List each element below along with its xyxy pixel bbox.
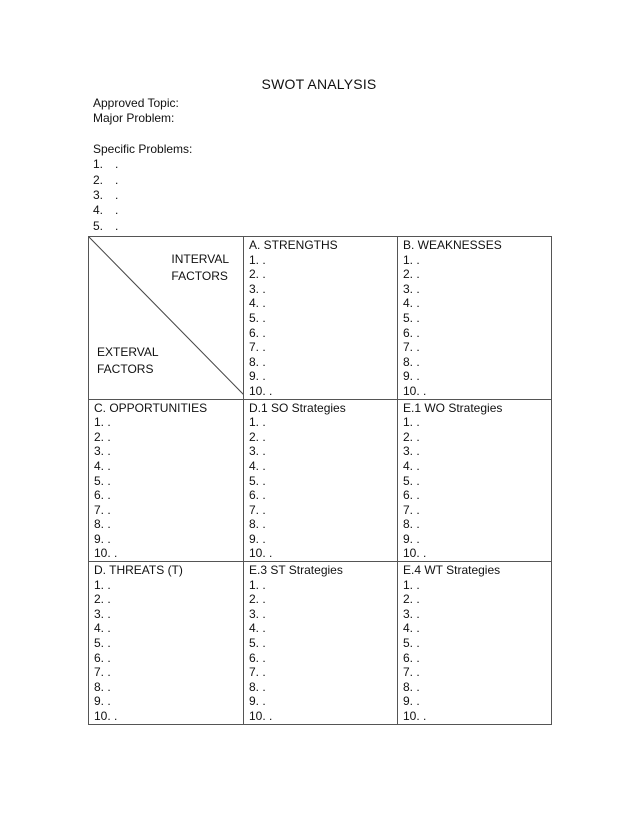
list-item: 7. .: [249, 502, 266, 517]
list-item: 9. .: [403, 369, 420, 384]
list-item: 1. .: [249, 577, 266, 592]
list-item: 9. .: [403, 531, 420, 546]
so-strategies-items: [249, 415, 392, 561]
st-strategies-items: [249, 578, 392, 724]
list-item-number: 1.: [93, 157, 104, 172]
list-item: 5. .: [249, 636, 266, 651]
list-item: 7. .: [94, 665, 111, 680]
list-item: [93, 219, 493, 234]
list-item: 3. .: [94, 606, 111, 621]
list-item: 8. .: [403, 679, 420, 694]
list-item: 4. .: [249, 296, 266, 311]
st-strategies-title: E.3 ST Strategies: [249, 563, 343, 578]
list-item: 2. .: [403, 592, 420, 607]
list-item: 4. .: [94, 458, 111, 473]
threats-items: [94, 578, 238, 724]
wt-strategies-cell: [398, 562, 552, 725]
exterval-label-line2: FACTORS: [97, 362, 154, 376]
weaknesses-title: B. WEAKNESSES: [403, 238, 502, 252]
list-item: 8. .: [94, 679, 111, 694]
so-strategies-cell: [244, 399, 398, 562]
list-item: 4. .: [249, 621, 266, 636]
list-item-number: 3.: [93, 188, 104, 203]
list-item: 10. .: [403, 383, 427, 398]
wo-strategies-cell: [398, 399, 552, 562]
list-item: 8. .: [94, 517, 111, 532]
list-item: 10. .: [403, 546, 427, 561]
list-item-text: .: [115, 218, 119, 233]
list-item: 10. .: [94, 546, 118, 561]
list-item: 5. .: [94, 636, 111, 651]
list-item-number: 5.: [93, 218, 104, 233]
exterval-factors-label: [97, 344, 159, 378]
list-item: 2. .: [249, 429, 266, 444]
list-item: 1. .: [403, 252, 420, 267]
list-item: 3. .: [403, 444, 420, 459]
list-item: 4. .: [94, 621, 111, 636]
approved-topic-label: Approved Topic:: [93, 96, 179, 110]
list-item: 9. .: [249, 694, 266, 709]
list-item: 1. .: [249, 415, 266, 430]
list-item: 6. .: [403, 488, 420, 503]
list-item-number: 2.: [93, 172, 104, 187]
list-item: 4. .: [403, 458, 420, 473]
specific-problems-label: Specific Problems:: [93, 141, 193, 156]
list-item: 1. .: [249, 252, 266, 267]
interval-label-line1: INTERVAL: [171, 252, 229, 266]
opportunities-items: [94, 415, 238, 561]
list-item: 6. .: [403, 650, 420, 665]
list-item: 5. .: [403, 310, 420, 325]
list-item: 9. .: [94, 531, 111, 546]
weaknesses-items: [403, 253, 546, 399]
list-item: 1. .: [94, 415, 111, 430]
list-item: 9. .: [249, 531, 266, 546]
wt-strategies-title: E.4 WT Strategies: [403, 563, 501, 578]
list-item: 10. .: [249, 709, 273, 723]
list-item: 2. .: [249, 592, 266, 607]
list-item-text: .: [115, 157, 119, 172]
list-item: 5. .: [403, 636, 420, 651]
list-item: 1. .: [403, 577, 420, 592]
list-item: 1. .: [94, 577, 111, 592]
list-item: 5. .: [94, 473, 111, 488]
list-item: 8. .: [249, 517, 266, 532]
list-item: 6. .: [94, 650, 111, 665]
wt-strategies-items: [403, 578, 546, 724]
weaknesses-cell: [398, 237, 552, 400]
interval-factors-label: [171, 251, 229, 285]
list-item: 4. .: [403, 621, 420, 636]
list-item: 7. .: [403, 665, 420, 680]
major-problem-label: Major Problem:: [93, 111, 175, 126]
list-item: 7. .: [403, 502, 420, 517]
list-item: 1. .: [403, 415, 420, 430]
wo-strategies-title: E.1 WO Strategies: [403, 400, 503, 415]
strengths-items: [249, 253, 392, 399]
list-item: 5. .: [249, 473, 266, 488]
st-strategies-cell: [244, 562, 398, 725]
list-item: 8. .: [249, 354, 266, 369]
list-item: 6. .: [249, 650, 266, 665]
list-item: 6. .: [94, 488, 111, 503]
list-item: 3. .: [403, 606, 420, 621]
list-item: 10. .: [94, 709, 118, 723]
strengths-cell: [244, 237, 398, 400]
opportunities-title: C. OPPORTUNITIES: [94, 400, 208, 415]
list-item: [93, 157, 493, 172]
interval-label-line2: FACTORS: [171, 269, 228, 283]
list-item: 10. .: [403, 709, 427, 723]
list-item: 2. .: [94, 429, 111, 444]
list-item: 7. .: [94, 502, 111, 517]
list-item: 6. .: [403, 325, 420, 340]
list-item: 7. .: [403, 340, 420, 355]
list-item: 7. .: [249, 340, 266, 355]
list-item: 2. .: [94, 592, 111, 607]
list-item: 3. .: [403, 281, 420, 296]
list-item: 9. .: [249, 369, 266, 384]
list-item: 4. .: [249, 458, 266, 473]
list-item: 8. .: [403, 354, 420, 369]
list-item: 7. .: [249, 665, 266, 680]
list-item: 2. .: [249, 267, 266, 282]
document-header: [93, 96, 493, 234]
list-item: 3. .: [249, 606, 266, 621]
list-item: 6. .: [249, 488, 266, 503]
matrix-corner-cell: [89, 237, 244, 400]
opportunities-cell: [89, 399, 244, 562]
list-item: 5. .: [249, 310, 266, 325]
so-strategies-title: D.1 SO Strategies: [249, 400, 346, 415]
list-item-text: .: [115, 203, 119, 218]
list-item: 6. .: [249, 325, 266, 340]
list-item: 8. .: [249, 679, 266, 694]
specific-problems-list: [93, 157, 493, 234]
list-item: 4. .: [403, 296, 420, 311]
list-item-text: .: [115, 188, 119, 203]
list-item: [93, 203, 493, 218]
threats-cell: [89, 562, 244, 725]
list-item: 5. .: [403, 473, 420, 488]
list-item: 3. .: [94, 444, 111, 459]
list-item: 2. .: [403, 267, 420, 282]
list-item: 10. .: [249, 546, 273, 561]
list-item: [93, 188, 493, 203]
list-item: 8. .: [403, 517, 420, 532]
threats-title: D. THREATS (T): [94, 563, 183, 578]
exterval-label-line1: EXTERVAL: [97, 345, 159, 359]
strengths-title: A. STRENGTHS: [249, 238, 338, 252]
swot-matrix: [88, 236, 552, 725]
list-item: 9. .: [403, 694, 420, 709]
list-item-number: 4.: [93, 203, 104, 218]
list-item: 3. .: [249, 444, 266, 459]
list-item: 10. .: [249, 383, 273, 398]
list-item: [93, 173, 493, 188]
list-item: 9. .: [94, 694, 111, 709]
document-title: SWOT ANALYSIS: [261, 76, 377, 92]
list-item: 2. .: [403, 429, 420, 444]
list-item: 3. .: [249, 281, 266, 296]
list-item-text: .: [115, 172, 119, 187]
wo-strategies-items: [403, 415, 546, 561]
